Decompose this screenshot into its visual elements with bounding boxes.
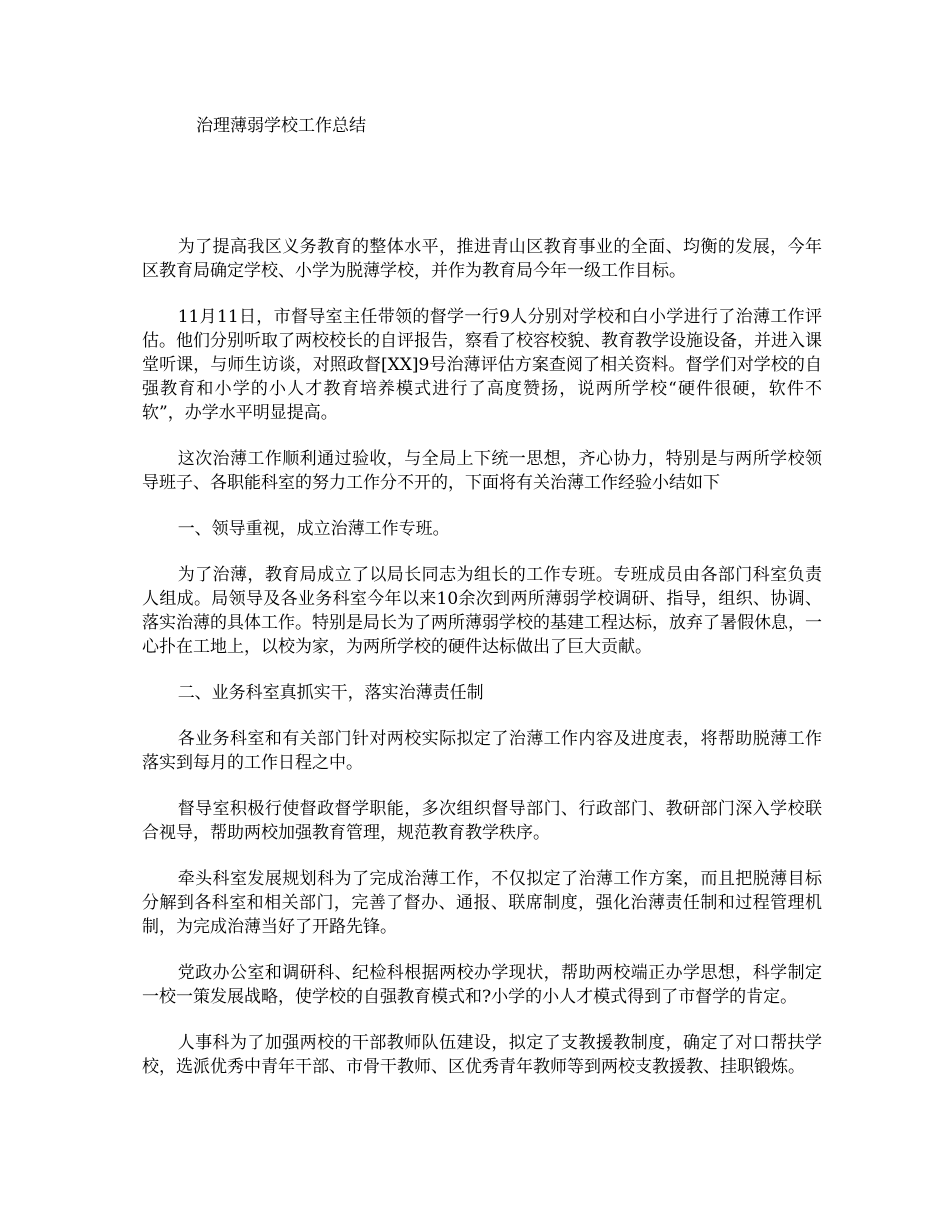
- section-heading-1: 一、领导重视，成立治薄工作专班。: [177, 519, 450, 539]
- document-body: [142, 235, 822, 1101]
- paragraph-party-office: 党政办公室和调研科、纪检科根据两校办学现状，帮助两校端正办学思想，科学制定一校一策发展战略，使学校的自强教育模式和?小学的小人才模式得到了市督学的肯定。: [142, 963, 822, 1007]
- paragraph-departments: 各业务科室和有关部门针对两校实际拟定了治薄工作内容及进度表，将帮助脱薄工作落实到每月的工作日程之中。: [142, 729, 822, 773]
- paragraph-intro: 为了提高我区义务教育的整体水平，推进青山区教育事业的全面、均衡的发展，今年区教育局确定学校、小学为脱薄学校，并作为教育局今年一级工作目标。: [142, 237, 822, 281]
- paragraph-supervision: 督导室积极行使督政督学职能，多次组织督导部门、行政部门、教研部门深入学校联合视导，帮助两校加强教育管理，规范教育教学秩序。: [142, 799, 822, 843]
- paragraph-leadership: 为了治薄，教育局成立了以局长同志为组长的工作专班。专班成员由各部门科室负责人组成。局领导及各业务科室今年以来10余次到两所薄弱学校调研、指导，组织、协调、落实治薄的具体工作。特别是局长为了两所薄弱学校的基建工程达标，放弃了暑假休息，一心扑在工地上，以校为家，为两所学校的硬件达标做出了巨大贡献。: [142, 565, 822, 657]
- section-heading-2: 二、业务科室真抓实干，落实治薄责任制: [177, 683, 484, 703]
- paragraph-planning: 牵头科室发展规划科为了完成治薄工作，不仅拟定了治薄工作方案，而且把脱薄目标分解到各科室和相关部门，完善了督办、通报、联席制度，强化治薄责任制和过程管理机制，为完成治薄当好了开路先锋。: [142, 869, 822, 937]
- paragraph-personnel: 人事科为了加强两校的干部教师队伍建设，拟定了支教援教制度，确定了对口帮扶学校，选派优秀中青年干部、市骨干教师、区优秀青年教师等到两校支教援教、挂职锻炼。: [142, 1033, 822, 1077]
- document-title: 治理薄弱学校工作总结: [196, 116, 366, 136]
- paragraph-summary-intro: 这次治薄工作顺利通过验收，与全局上下统一思想，齐心协力，特别是与两所学校领导班子、各职能科室的努力工作分不开的，下面将有关治薄工作经验小结如下: [142, 449, 822, 493]
- paragraph-evaluation: 11月11日，市督导室主任带领的督学一行9人分别对学校和白小学进行了治薄工作评估。他们分别听取了两校校长的自评报告，察看了校容校貌、教育教学设施设备，并进入课堂听课，与师生访谈，对照政督[XX]9号治薄评估方案查阅了相关资料。督学们对学校的自强教育和小学的小人才教育培养模式进行了高度赞扬，说两所学校“硬件很硬，软件不软”，办学水平明显提高。: [142, 307, 822, 423]
